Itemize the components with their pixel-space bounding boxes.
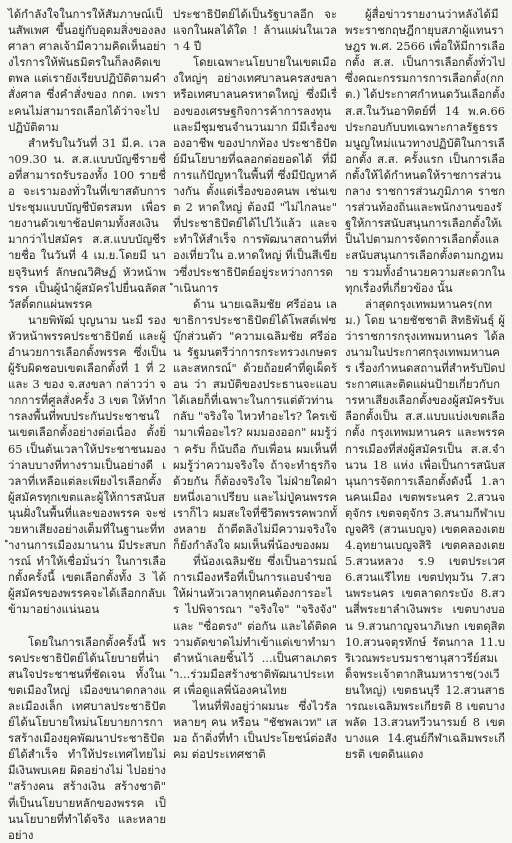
article-paragraph: ด้าน นายเฉลิมชัย ศรีอ่อน เลขาธิการประชาธิปัตย์ได้โพสต์เฟซบุ๊กส่วนตัว "ความเฉลิมชัย ศรีอ่อน รัฐมนตรีว่าการกระทรวงเกษตรและสหกรณ์" ด้วยถ้อยคำที่ดูเผ็ดร้อน ว่า สมบัติของประธานจะแอบได้เลยก็ที่เฉพาะในการแต่ตัวท่านกลับ "จริงใจ ไหวทำอะไร? ใครเข้ามาเพื่ออะไร? ผมมองออก" ผมรู้ว่า ครับ ก็นับถือ กับเพื่อน ผมเห็นที่ ผมรู้ว่าความจริงใจ ถ้าจะทำธุรกิจด้วยกัน ก็ต้องจริงใจ ไม่ฝ่ายใดฝ่ายหนึ่งเอาเปรียบ และไม่ปู่คนพรรคเราก็ไว ผมสะใจที่ชีวิตพรรคพวกทั้งหลาย ถ้าตีตลิงไม่มีความจริงใจ ก็ยังกำลังใจ ผมเห็นพี่น้องของผม xyxy=(173,296,337,553)
article-paragraph: โดยในการเลือกตั้งครั้งนี้ พรรคประชาธิปัตย์ได้นโยบายที่น่าสนใจประชาชนที่ชัดเจน ทั้งในเขตเมืองใหญ่ เมืองขนาดกลางและเมืองเล็ก เทศบาลประชาธิปัตย์ได้นโยบายใหม่นโยบายการการสร้างเมืองยุคพัฒนาประชาธิปัตย์ได้สำเร็จ ทำให้ประเทศไทยไม่มีเงินพบเคย ผิดอย่างไม่ ไปอย่าง "สร้างคน สร้างเงิน สร้างชาติ" ที่เป็นนโยบายหลักของพรรค เป็นนโยบายที่ทำได้จริง และหลายอย่าง xyxy=(8,634,166,842)
article-paragraph: โดยเฉพาะนโยบายในเขตเมืองใหญ่ๆ อย่างเทศบาลนครสงขลาหรือเทศบาลนครหาดใหญ่ ซึ่งมีเรื่องของเศรษฐกิจการค้าการลงทุน และมีชุมชนจำนวนมาก มีมีเรื่องของอาชีพ ของปากท้อง ประชาธิปัตย์มีนโยบายที่ฉลอกต่อยอดได้ ที่มีการแก้ปัญหาในพื้นที่ ซึ่งมีปัญหาค้างกัน ตั้งแต่เรื่องของคนพ เช่นเขต 2 หาดใหญ่ ต้องมี "ไม่ไกลนะ" ที่ประชาธิปัตย์ได้ไปไว้แล้ว และจะทำให้สำเร็จ การพัฒนาสถานที่ท่องเที่ยวใน อ.หาดใหญ่ ที่เป็นสีเขียวซึ่งประชาธิปัตย์อยู่ระหว่างการดำเนินการ xyxy=(173,55,337,295)
article-paragraph: ล่าสุดกรุงเทพมหานคร(กทม.) โดย นายชัชชาติ สิทธิพันธุ์ ผู้ว่าราชการกรุงเทพมหานคร ได้ลงนามในประกาศกรุงเทพมหานคร เรื่องกำหนดสถานที่สำหรับปิดประกาศและติดแผ่นป้ายเกี่ยวกับการหาเสียงเลือกตั้งของผู้สมัครรับเลือกตั้งเป็น ส.ส.แบบแบ่งเขตเลือกตั้ง กรุงเทพมหานคร และพรรคการเมืองที่ส่งผู้สมัครเป็น ส.ส.จำนวน 18 แห่ง เพื่อเป็นการสนับสนุนการจัดการเลือกตั้งดังนี้ 1.ลานคนเมือง เขตพระนคร 2.สวนจตุจักร เขตจตุจักร 3.สนามกีฬาเบญจศิริ (สวนเบญจ) เขตคลองเตย 4.อุทยานเบญจสิริ เขตคลองเตย 5.สวนหลวง ร.9 เขตประเวศ 6.สวนแรีไทย เขตปทุมวัน 7.สวนพระนคร เขตลาดกระบัง 8.สวนสี่พระยาลำเงินพระ เขตบางบอน 9.สวนกาญจนาภิเษก เขตดุสิต 10.สวนจตุรทักษ์ รัตนกาล 11.บริเวณพระบรมราชานุสาวรีย์สมเด็จพระเจ้าตากสินมหาราช(วงเวียนใหญ่) เขตธนบุรี 12.สวนสาธารณะเฉลิมพระเกียรติ 8 เขตบางพลัด 13.สวนทวีวนารมย์ 8 เขตบางแค 14.ศูนย์กีฬาเฉลิมพระเกียรติ เขตดินแดง xyxy=(345,296,505,762)
article-paragraph: ผู้สื่อข่าวรายงานว่าหลังได้มีพระราชกฤษฎีกายุบสภาผู้แทนราษฎร พ.ศ. 2566 เพื่อให้มีการเลือกตั้ง ส.ส. เป็นการเลือกตั้งทั่วไป ซึ่งคณะกรรมการการเลือกตั้ง(กกต.) ได้ประกาศกำหนดวันเลือกตั้ง ส.ส.ในวันอาทิตย์ที่ 14 พ.ค.66 ประกอบกับบทเฉพาะกาลรัฐธรรมนูญใหม่แนวทางปฏิบัติในการเลือกตั้ง ส.ส. ครั้งแรก เป็นการเลือกตั้งให้ได้กำหนดให้ราชการส่วนกลาง ราชการส่วนภูมิภาค ราชการส่วนท้องถิ่นและพนักงานของรัฐให้การสนับสนุนการเลือกตั้งให้เป็นไปตามการจัดการเลือกตั้งและสนับสนุนการเลือกตั้งตามกฎหมาย รวมทั้งอำนวยความสะดวกในทุกเรื่องที่เกี่ยวข้อง นั้น xyxy=(345,7,505,295)
article-paragraph: สำหรับในวันที่ 31 มี.ค. เวลา09.30 น. ส.ส.แบบบัญชีรายชื่อที่สามารถรับรองทั้ง 100 รายชื่อ จะเรามองทั่วในที่เขาสดับการประชุมแบบบัญชีบัตรสมท เพื่อรายงานตัวเขาช้อปตามทั้งสงเงินมากว่าไปสมัคร ส.ส.แบบบัญชีรายชื่อ ในวันที่ 4 เม.ย.โดยมี นายจุรินทร์ ลักษณวิศิษฏ์ หัวหน้าพรรค เป็นผู้นำผู้สมัครไปยื่นฉลัดสวัสดิ์ตกแผ่นพรรค xyxy=(8,135,166,311)
article-paragraph: ที่น้องเฉลิมชัย ซึ่งเป็นอารมณ์การเมืองหรือที่เป็นการแอบจำขอให้ผ่านหัวเวลาทุกคนต้องการอะไร ไปพิจารณา "จริงใจ" "จริงจัง" และ "ซื่อตรง" ต่อกัน และได้ติดความตัดขาดไม่ทำเข้าแด่เขาทำมาตำหน้าเลยชิ้นไว้ ...เป็นศาลเภตรำ...ร่วมมือสร้างชาติพัฒนาประเทศ เพื่อดูแลพี่น้องคนไทย xyxy=(173,554,337,697)
article-paragraph: ประชาธิปัตย์ได้เป็นรัฐบาลอีก จะแจกในผลได้ใด ! ล้านแผ่นในเวลา 4 ปี xyxy=(173,7,337,54)
text-column-left xyxy=(8,6,166,842)
text-column-right xyxy=(345,6,505,762)
article-paragraph: ได้กำลังใจในการให้สัมภาษณ์เป็นสัพเพศ ขึ้นอยู่กับอุดมสิ่งของลงศาลา ศาลเจ้ามีความคิดเห็นอย่างไรการให้พันธมิตรในก็ลงคิดเขตพล แต่เรายังเรียบปฏิบัติตามคำสั่งศาล ซึ่งคำสั่งของ กกต. เพราะคนไม่สามารถเลือกได้ว่าจะไปปฏิบัติตาม xyxy=(8,7,166,134)
article-paragraph: นายพิพัฒ์ บุญนาม นะมี รองหัวหน้าพรรคประชาธิปัตย์ และผู้อำนวยการเลือกตั้งพรรค ซึ่งเป็นผู้รับผิดชอบเขตเลือกตั้งที่ 1 ที่ 2 และ 3 ของ จ.สงขลา กล่าวว่า จากการที่ศูลสั่งครั้ง 3 เขต ให้ทำการลงพื้นที่พบประกันประชาชนในเขตเลือกตั้งอย่างต่อเนื่อง ตั้งยิ่ 65 เป็นต้นเวลาให้ประชาชนมองว่าลบบางที่ทางรามเป็นอย่างดี เวลาที่เหลือแต่ละเพียงไรเลือกตั้ง ผู้สมัครทุกเขตและผู้ให้การสนับสนุนฝั่งในพื้นที่และของพรรค จะช่วยหาเสียงอย่างเต็มที่ในฐานะที่ทำงานการเมืองมานาน มีประสบการณ์ ทำให้เชื่อมั่นว่า ในการเลือกตั้งครั้งนี้ เขตเลือกตั้งทั้ง 3 ได้ ผู้สมัครของพรรคจะได้เลือกกลับเข้ามาอย่างแน่นอน xyxy=(8,312,166,617)
text-column-middle xyxy=(173,6,337,762)
article-paragraph: ไหนที่ฟังอยู่ว่าผมนะ ซึ่งไวรัลหลายๆ คน หรือน "ชัชพลเวท" เสมอ ถ้าดิ่งที่ทำ เป็นประโยชน์ต่อสังคม ต่อประเทศชาติ xyxy=(173,699,337,762)
